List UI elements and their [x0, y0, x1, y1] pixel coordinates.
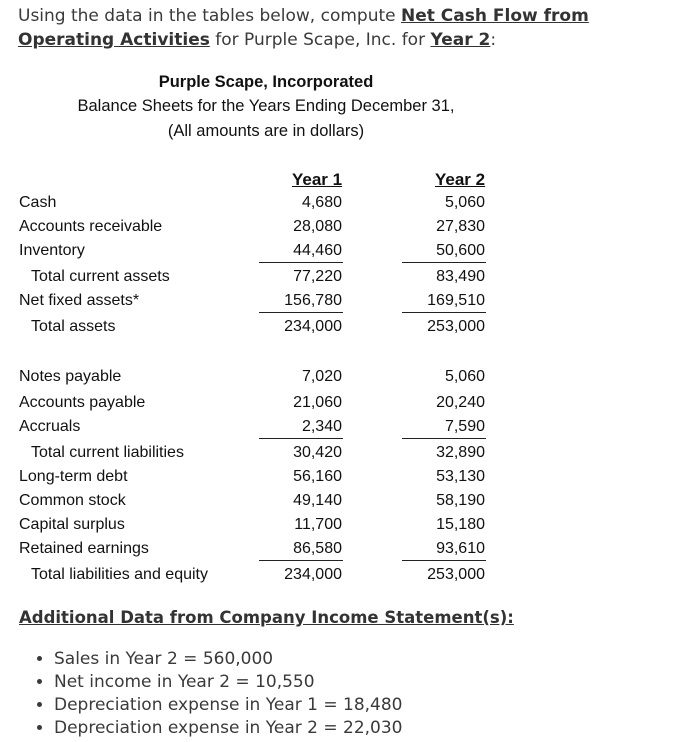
long-term-debt-year-1: 56,160 — [293, 468, 342, 485]
question-suffix: : — [490, 30, 497, 50]
accruals-year-2: 7,590 — [444, 418, 485, 435]
inventory-year-2: 50,600 — [436, 242, 485, 259]
row-label-notes-payable: Notes payable — [19, 368, 122, 385]
list-item: • Net income in Year 2 = 10,550 — [54, 671, 402, 694]
question-link-year-2: Year 2 — [430, 30, 491, 50]
row-label-accounts-receivable: Accounts receivable — [19, 218, 163, 235]
inventory-year-1: 44,460 — [293, 242, 342, 259]
long-term-debt-year-2: 53,130 — [436, 468, 485, 485]
list-item: • Depreciation expense in Year 2 = 22,030 — [54, 717, 402, 740]
subtotal-rule — [402, 438, 486, 439]
column-header-year-2: Year 2 — [435, 170, 486, 189]
question-prefix: Using the data in the tables below, compute — [18, 6, 401, 26]
row-label-total-current-liabilities: Total current liabilities — [31, 444, 184, 461]
row-label-net-fixed-assets: Net fixed assets* — [19, 292, 140, 309]
statement-subtitle: Balance Sheets for the Years Ending December 31, — [77, 97, 455, 115]
accounts-payable-year-2: 20,240 — [436, 394, 485, 411]
row-label-common-stock: Common stock — [19, 492, 126, 509]
common-stock-year-1: 49,140 — [293, 492, 342, 509]
subtotal-rule — [259, 312, 343, 313]
net-fixed-assets-year-1: 156,780 — [284, 292, 342, 309]
net-fixed-assets-year-2: 169,510 — [427, 292, 485, 309]
retained-earnings-year-2: 93,610 — [436, 540, 485, 557]
company-name: Purple Scape, Incorporated — [158, 73, 374, 91]
statement-note: (All amounts are in dollars) — [167, 122, 365, 140]
column-header-year-1: Year 1 — [292, 170, 343, 189]
additional-data-heading: Additional Data from Company Income Statement(s): — [19, 608, 514, 627]
total-assets-year-1: 234,000 — [284, 318, 342, 335]
subtotal-rule — [259, 560, 343, 561]
accounts-receivable-year-2: 27,830 — [436, 218, 485, 235]
row-label-total-current-assets: Total current assets — [31, 268, 170, 285]
question-link-net-cash-flow: Net Cash Flow from Operating Activities — [18, 6, 589, 50]
total-liabilities-and-equity-year-2: 253,000 — [427, 566, 485, 583]
additional-data-list — [36, 648, 402, 740]
cash-year-2: 5,060 — [444, 194, 485, 211]
capital-surplus-year-1: 11,700 — [294, 516, 342, 533]
list-item: • Sales in Year 2 = 560,000 — [54, 648, 402, 671]
row-label-total-liabilities-and-equity: Total liabilities and equity — [31, 566, 208, 583]
total-current-liabilities-year-2: 32,890 — [436, 444, 485, 461]
row-label-accruals: Accruals — [19, 418, 81, 435]
row-label-total-assets: Total assets — [31, 318, 116, 335]
notes-payable-year-2: 5,060 — [444, 368, 485, 385]
subtotal-rule — [402, 312, 486, 313]
subtotal-rule — [402, 262, 486, 263]
notes-payable-year-1: 7,020 — [301, 368, 342, 385]
total-liabilities-and-equity-year-1: 234,000 — [284, 566, 342, 583]
capital-surplus-year-2: 15,180 — [436, 516, 485, 533]
row-label-cash: Cash — [19, 194, 57, 211]
total-assets-year-2: 253,000 — [427, 318, 485, 335]
row-label-capital-surplus: Capital surplus — [19, 516, 125, 533]
common-stock-year-2: 58,190 — [436, 492, 485, 509]
row-label-long-term-debt: Long-term debt — [19, 468, 128, 485]
accounts-receivable-year-1: 28,080 — [293, 218, 342, 235]
retained-earnings-year-1: 86,580 — [293, 540, 342, 557]
subtotal-rule — [402, 560, 486, 561]
list-item: • Depreciation expense in Year 1 = 18,480 — [54, 694, 402, 717]
row-label-inventory: Inventory — [19, 242, 85, 259]
subtotal-rule — [259, 262, 343, 263]
accruals-year-1: 2,340 — [301, 418, 342, 435]
question-middle: for Purple Scape, Inc. for — [209, 30, 431, 50]
subtotal-rule — [259, 438, 343, 439]
row-label-accounts-payable: Accounts payable — [19, 394, 146, 411]
row-label-retained-earnings: Retained earnings — [19, 540, 149, 557]
accounts-payable-year-1: 21,060 — [293, 394, 342, 411]
total-current-liabilities-year-1: 30,420 — [293, 444, 342, 461]
total-current-assets-year-1: 77,220 — [293, 268, 342, 285]
cash-year-1: 4,680 — [301, 194, 342, 211]
total-current-assets-year-2: 83,490 — [436, 268, 485, 285]
